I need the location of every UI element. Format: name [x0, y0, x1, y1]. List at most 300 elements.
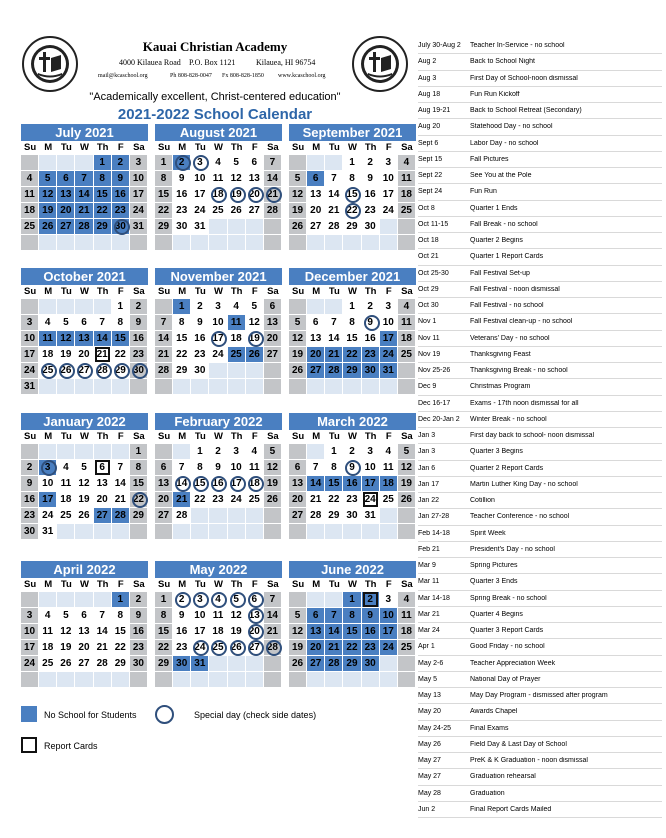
day-cell: 10 — [209, 315, 227, 331]
day-cell: 14 — [75, 187, 93, 203]
event-description: Labor Day - no school — [470, 139, 539, 147]
empty-day-cell — [173, 672, 191, 688]
calendar-title: 2021-2022 School Calendar — [117, 106, 313, 123]
day-cell: 26 — [289, 219, 307, 235]
day-cell: 5 — [228, 592, 246, 608]
day-cell: 21 — [75, 203, 93, 219]
day-cell: 12 — [228, 608, 246, 624]
day-cell: 11 — [398, 608, 416, 624]
weekday-label: W — [80, 286, 89, 297]
day-cell: 24 — [191, 203, 209, 219]
day-cell: 5 — [75, 460, 93, 476]
day-cell: 13 — [307, 624, 325, 640]
day-grid — [155, 592, 282, 688]
day-cell: 19 — [246, 331, 264, 347]
day-cell: 15 — [130, 476, 148, 492]
weekday-label: W — [214, 286, 223, 297]
day-cell: 26 — [57, 363, 75, 379]
event-date: Oct 25-30 — [418, 269, 449, 277]
weekday-label: W — [214, 579, 223, 590]
event-row — [418, 656, 662, 672]
weekday-label: F — [385, 579, 392, 590]
empty-day-cell — [264, 363, 282, 379]
event-row — [418, 87, 662, 103]
day-cell: 1 — [325, 444, 343, 460]
day-cell: 14 — [112, 476, 130, 492]
month-title: November 2021 — [155, 268, 282, 285]
day-cell: 29 — [94, 219, 112, 235]
event-date: Jan 17 — [418, 480, 440, 488]
day-cell: 26 — [228, 203, 246, 219]
day-cell: 23 — [362, 640, 380, 656]
day-cell: 3 — [191, 155, 209, 171]
event-row — [418, 217, 662, 233]
empty-day-cell — [130, 235, 148, 251]
day-cell: 12 — [39, 187, 57, 203]
day-cell: 12 — [228, 171, 246, 187]
day-cell: 1 — [155, 592, 173, 608]
month-title: January 2022 — [21, 413, 148, 430]
day-cell: 27 — [307, 656, 325, 672]
empty-day-cell — [94, 379, 112, 395]
day-cell: 22 — [112, 347, 130, 363]
day-cell: 14 — [155, 331, 173, 347]
event-row — [418, 444, 662, 460]
day-cell: 26 — [75, 508, 93, 524]
day-cell: 21 — [325, 347, 343, 363]
event-description: Field Day & Last Day of School — [470, 740, 567, 748]
event-description: Fall Festival - noon dismissal — [470, 285, 560, 293]
event-row — [418, 201, 662, 217]
weekday-label: M — [178, 142, 187, 153]
event-row — [418, 363, 662, 379]
day-cell: 19 — [57, 640, 75, 656]
empty-day-cell — [39, 444, 57, 460]
event-row — [418, 688, 662, 704]
day-cell: 26 — [228, 640, 246, 656]
day-cell: 15 — [94, 187, 112, 203]
weekday-label: F — [385, 431, 392, 442]
day-cell: 7 — [94, 315, 112, 331]
empty-day-cell — [362, 524, 380, 540]
day-cell: 30 — [173, 656, 191, 672]
event-description: Fall Pictures — [470, 155, 509, 163]
weekday-label: Tu — [328, 142, 340, 153]
day-cell: 17 — [191, 624, 209, 640]
event-date: Feb 21 — [418, 545, 440, 553]
day-cell: 26 — [289, 656, 307, 672]
event-description: Quarter 1 Ends — [470, 204, 518, 212]
event-date: May 26 — [418, 740, 441, 748]
empty-day-cell — [325, 524, 343, 540]
day-cell: 23 — [362, 347, 380, 363]
event-date: Oct 18 — [418, 237, 439, 245]
empty-day-cell — [380, 235, 398, 251]
weekday-label: Th — [364, 142, 377, 153]
event-row — [418, 769, 662, 785]
empty-day-cell — [380, 672, 398, 688]
day-cell: 9 — [21, 476, 39, 492]
day-grid — [289, 155, 416, 251]
day-cell: 19 — [398, 476, 416, 492]
weekday-label: W — [348, 579, 357, 590]
empty-day-cell — [191, 235, 209, 251]
empty-day-cell — [246, 672, 264, 688]
month-february-2022 — [155, 413, 282, 540]
day-cell: 8 — [325, 460, 343, 476]
day-cell: 10 — [380, 315, 398, 331]
month-title: February 2022 — [155, 413, 282, 430]
motto: "Academically excellent, Christ-centered education" — [89, 91, 341, 103]
day-cell: 9 — [343, 460, 361, 476]
day-cell: 15 — [343, 187, 361, 203]
event-description: Back to School Retreat (Secondary) — [470, 107, 582, 115]
day-cell: 3 — [21, 608, 39, 624]
event-description: Final Report Cards Mailed — [470, 805, 552, 813]
day-cell: 28 — [325, 363, 343, 379]
weekday-label: Su — [292, 142, 305, 153]
month-july-2021 — [21, 124, 148, 251]
day-cell: 14 — [325, 187, 343, 203]
empty-day-cell — [155, 672, 173, 688]
weekday-label: Su — [158, 142, 171, 153]
day-grid — [21, 592, 148, 688]
month-august-2021 — [155, 124, 282, 251]
event-date: Sept 24 — [418, 188, 443, 196]
weekday-header-row — [21, 285, 148, 299]
event-description: Spring Pictures — [470, 562, 518, 570]
empty-day-cell — [264, 235, 282, 251]
empty-day-cell — [75, 235, 93, 251]
day-cell: 15 — [155, 624, 173, 640]
day-cell: 14 — [264, 171, 282, 187]
event-description: Fall Festival clean-up - no school — [470, 318, 573, 326]
weekday-label: W — [214, 431, 223, 442]
event-row — [418, 282, 662, 298]
day-cell: 8 — [112, 608, 130, 624]
day-cell: 28 — [155, 363, 173, 379]
day-cell: 31 — [362, 508, 380, 524]
day-cell: 14 — [94, 331, 112, 347]
day-cell: 17 — [380, 331, 398, 347]
empty-day-cell — [112, 524, 130, 540]
empty-day-cell — [343, 672, 361, 688]
event-date: Aug 20 — [418, 123, 441, 131]
day-cell: 9 — [130, 315, 148, 331]
event-description: Graduation rehearsal — [470, 773, 536, 781]
empty-day-cell — [209, 379, 227, 395]
day-cell: 16 — [112, 187, 130, 203]
day-grid — [155, 444, 282, 540]
day-cell: 16 — [209, 476, 227, 492]
event-date: Jun 2 — [418, 805, 436, 813]
weekday-label: W — [80, 142, 89, 153]
weekday-label: W — [348, 431, 357, 442]
weekday-label: W — [214, 142, 223, 153]
empty-day-cell — [209, 672, 227, 688]
day-cell: 25 — [209, 640, 227, 656]
day-cell: 9 — [209, 460, 227, 476]
empty-day-cell — [173, 524, 191, 540]
day-cell: 19 — [289, 347, 307, 363]
day-cell: 11 — [57, 476, 75, 492]
weekday-label: Th — [364, 431, 377, 442]
weekday-label: Su — [158, 579, 171, 590]
event-description: Exams - 17th noon dismissal for all — [470, 399, 579, 407]
day-cell: 26 — [264, 492, 282, 508]
day-grid — [155, 299, 282, 395]
event-row — [418, 753, 662, 769]
event-date: Nov 19 — [418, 350, 441, 358]
day-cell: 14 — [264, 608, 282, 624]
day-cell: 3 — [380, 299, 398, 315]
day-cell: 21 — [325, 640, 343, 656]
day-cell: 25 — [39, 656, 57, 672]
event-date: Aug 3 — [418, 74, 437, 82]
weekday-label: F — [251, 579, 258, 590]
day-cell: 28 — [325, 656, 343, 672]
day-cell: 9 — [362, 171, 380, 187]
day-cell: 31 — [21, 379, 39, 395]
day-cell: 8 — [191, 460, 209, 476]
weekday-label: M — [312, 286, 321, 297]
event-date: Aug 18 — [418, 90, 441, 98]
day-cell: 4 — [57, 460, 75, 476]
day-cell: 16 — [173, 187, 191, 203]
day-cell: 29 — [343, 219, 361, 235]
event-description: Final Exams — [470, 724, 509, 732]
day-cell: 2 — [130, 299, 148, 315]
event-row — [418, 298, 662, 314]
empty-day-cell — [264, 379, 282, 395]
day-cell: 18 — [39, 640, 57, 656]
event-row — [418, 607, 662, 623]
empty-day-cell — [21, 299, 39, 315]
day-cell: 25 — [398, 347, 416, 363]
empty-day-cell — [380, 508, 398, 524]
event-row — [418, 428, 662, 444]
day-cell: 28 — [264, 203, 282, 219]
weekday-label: W — [348, 286, 357, 297]
weekday-label: Sa — [267, 431, 279, 442]
event-description: May Day Program - dismissed after program — [470, 692, 608, 700]
day-cell: 3 — [191, 592, 209, 608]
day-cell: 13 — [289, 476, 307, 492]
day-cell: 19 — [228, 624, 246, 640]
day-cell: 13 — [246, 171, 264, 187]
day-cell: 10 — [21, 624, 39, 640]
empty-day-cell — [362, 672, 380, 688]
day-cell: 22 — [155, 640, 173, 656]
day-cell: 13 — [155, 476, 173, 492]
empty-day-cell — [57, 672, 75, 688]
empty-day-cell — [173, 379, 191, 395]
day-cell: 4 — [228, 299, 246, 315]
day-cell: 31 — [191, 656, 209, 672]
weekday-label: Sa — [267, 142, 279, 153]
empty-day-cell — [21, 155, 39, 171]
day-cell: 17 — [362, 476, 380, 492]
empty-day-cell — [21, 672, 39, 688]
day-cell: 22 — [191, 492, 209, 508]
email: mail@kcaschool.org — [98, 73, 148, 79]
event-description: See You at the Pole — [470, 172, 532, 180]
empty-day-cell — [94, 299, 112, 315]
day-cell: 18 — [209, 187, 227, 203]
empty-day-cell — [39, 299, 57, 315]
day-cell: 2 — [191, 299, 209, 315]
weekday-label: Th — [96, 286, 109, 297]
month-april-2022 — [21, 561, 148, 688]
day-cell: 27 — [246, 203, 264, 219]
day-cell: 25 — [380, 492, 398, 508]
empty-day-cell — [112, 235, 130, 251]
empty-day-cell — [75, 444, 93, 460]
day-cell: 8 — [130, 460, 148, 476]
day-cell: 21 — [325, 203, 343, 219]
weekday-label: F — [117, 142, 124, 153]
day-cell: 22 — [343, 347, 361, 363]
day-cell: 27 — [75, 363, 93, 379]
empty-day-cell — [75, 672, 93, 688]
day-cell: 1 — [130, 444, 148, 460]
day-cell: 16 — [21, 492, 39, 508]
day-cell: 26 — [246, 347, 264, 363]
empty-day-cell — [398, 219, 416, 235]
day-cell: 17 — [209, 331, 227, 347]
day-cell: 31 — [130, 219, 148, 235]
day-cell: 7 — [75, 171, 93, 187]
weekday-label: Sa — [267, 286, 279, 297]
weekday-label: Sa — [401, 142, 413, 153]
day-cell: 10 — [228, 460, 246, 476]
weekday-label: Tu — [60, 579, 72, 590]
empty-day-cell — [228, 656, 246, 672]
day-cell: 12 — [289, 624, 307, 640]
day-grid — [21, 299, 148, 395]
day-cell: 14 — [173, 476, 191, 492]
day-cell: 24 — [380, 347, 398, 363]
empty-day-cell — [57, 444, 75, 460]
event-date: May 27 — [418, 773, 441, 781]
event-description: Quarter 1 Report Cards — [470, 253, 544, 261]
day-cell: 13 — [264, 315, 282, 331]
day-cell: 4 — [398, 592, 416, 608]
event-description: Quarter 2 Report Cards — [470, 464, 544, 472]
empty-day-cell — [380, 656, 398, 672]
day-cell: 2 — [343, 444, 361, 460]
day-cell: 27 — [307, 363, 325, 379]
event-date: Nov 1 — [418, 318, 437, 326]
event-description: Back to School Night — [470, 58, 535, 66]
event-row — [418, 103, 662, 119]
day-cell: 4 — [39, 608, 57, 624]
address: 4000 Kilauea Road — [119, 58, 181, 67]
event-date: Sept 22 — [418, 172, 443, 180]
day-cell: 15 — [112, 331, 130, 347]
po-box: P.O. Box 1121 — [189, 58, 236, 67]
empty-day-cell — [307, 299, 325, 315]
weekday-label: Su — [292, 286, 305, 297]
empty-day-cell — [307, 235, 325, 251]
empty-day-cell — [362, 235, 380, 251]
day-cell: 30 — [130, 656, 148, 672]
empty-day-cell — [325, 299, 343, 315]
weekday-label: Tu — [60, 142, 72, 153]
event-date: Jan 3 — [418, 448, 436, 456]
day-cell: 13 — [246, 608, 264, 624]
day-cell: 3 — [228, 444, 246, 460]
weekday-header-row — [21, 578, 148, 592]
empty-day-cell — [75, 155, 93, 171]
event-row — [418, 71, 662, 87]
day-cell: 24 — [21, 656, 39, 672]
weekday-label: Th — [96, 142, 109, 153]
day-cell: 15 — [325, 476, 343, 492]
month-title: April 2022 — [21, 561, 148, 578]
day-cell: 2 — [173, 592, 191, 608]
event-description: First Day of School-noon dismissal — [470, 74, 578, 82]
day-cell: 19 — [264, 476, 282, 492]
weekday-label: F — [117, 286, 124, 297]
day-cell: 17 — [39, 492, 57, 508]
weekday-label: M — [44, 579, 53, 590]
empty-day-cell — [94, 672, 112, 688]
day-cell: 1 — [112, 299, 130, 315]
day-cell: 14 — [94, 624, 112, 640]
day-cell: 31 — [39, 524, 57, 540]
day-cell: 1 — [191, 444, 209, 460]
day-cell: 2 — [130, 592, 148, 608]
event-date: Oct 21 — [418, 253, 439, 261]
day-cell: 30 — [112, 219, 130, 235]
event-row — [418, 477, 662, 493]
empty-day-cell — [57, 524, 75, 540]
month-june-2022 — [289, 561, 416, 688]
day-cell: 14 — [307, 476, 325, 492]
day-cell: 12 — [289, 187, 307, 203]
event-row — [418, 639, 662, 655]
event-date: Dec 16-17 — [418, 399, 451, 407]
event-date: May 13 — [418, 692, 441, 700]
day-cell: 21 — [155, 347, 173, 363]
day-cell: 29 — [112, 363, 130, 379]
event-row — [418, 379, 662, 395]
empty-day-cell — [57, 592, 75, 608]
day-cell: 11 — [398, 315, 416, 331]
legend-report-box — [21, 737, 37, 753]
empty-day-cell — [39, 235, 57, 251]
event-date: Nov 11 — [418, 334, 440, 342]
day-cell: 24 — [380, 640, 398, 656]
event-description: Martin Luther King Day - no school — [470, 480, 578, 488]
day-cell: 20 — [289, 492, 307, 508]
weekday-label: Sa — [401, 579, 413, 590]
month-may-2022 — [155, 561, 282, 688]
fax: Fx 808-828-1850 — [222, 73, 264, 79]
day-cell: 2 — [362, 299, 380, 315]
day-cell: 23 — [21, 508, 39, 524]
day-cell: 3 — [380, 155, 398, 171]
empty-day-cell — [228, 219, 246, 235]
weekday-label: Su — [158, 431, 171, 442]
day-cell: 5 — [57, 315, 75, 331]
empty-day-cell — [380, 379, 398, 395]
day-cell: 8 — [112, 315, 130, 331]
empty-day-cell — [94, 235, 112, 251]
month-title: August 2021 — [155, 124, 282, 141]
day-cell: 2 — [173, 155, 191, 171]
